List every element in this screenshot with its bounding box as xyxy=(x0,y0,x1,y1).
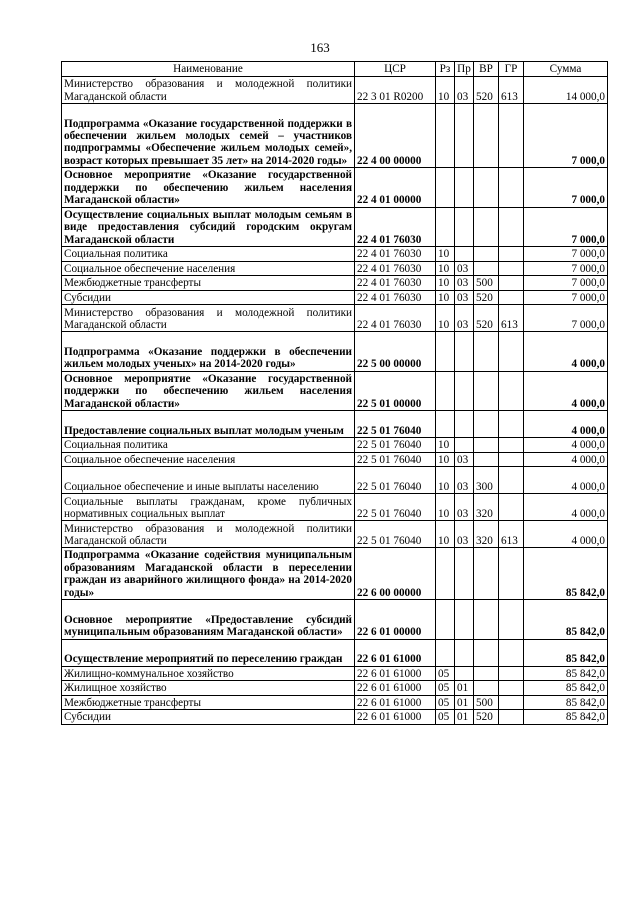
cell-pr xyxy=(455,411,474,438)
page-number: 163 xyxy=(310,40,330,55)
cell-csr: 22 5 01 76040 xyxy=(355,438,436,453)
cell-gr xyxy=(499,207,524,246)
cell-csr: 22 5 01 76040 xyxy=(355,452,436,467)
cell-pr: 01 xyxy=(455,695,474,710)
cell-name: Осуществление мероприятий по переселению граждан xyxy=(62,639,355,666)
cell-csr: 22 4 01 00000 xyxy=(355,168,436,207)
cell-sum: 4 000,0 xyxy=(524,452,608,467)
cell-pr: 03 xyxy=(455,494,474,521)
cell-name: Министерство образования и молодежной политики Магаданской области xyxy=(62,305,355,332)
cell-gr xyxy=(499,467,524,494)
cell-rz xyxy=(436,600,455,639)
cell-pr xyxy=(455,332,474,371)
cell-vr: 500 xyxy=(474,276,499,291)
budget-table xyxy=(61,61,608,725)
table-row xyxy=(62,261,608,276)
header-pr: Пр xyxy=(455,62,474,77)
header-csr: ЦСР xyxy=(355,62,436,77)
cell-rz: 10 xyxy=(436,438,455,453)
cell-vr xyxy=(474,261,499,276)
cell-gr xyxy=(499,548,524,600)
header-gr: ГР xyxy=(499,62,524,77)
cell-vr: 520 xyxy=(474,305,499,332)
cell-rz: 10 xyxy=(436,305,455,332)
cell-vr: 520 xyxy=(474,290,499,305)
cell-csr: 22 5 01 00000 xyxy=(355,371,436,410)
cell-pr: 03 xyxy=(455,290,474,305)
table-row xyxy=(62,548,608,600)
cell-csr: 22 4 01 76030 xyxy=(355,261,436,276)
cell-sum: 4 000,0 xyxy=(524,438,608,453)
cell-name: Подпрограмма «Оказание поддержки в обеспечении жильем молодых ученых» на 2014-2020 годы» xyxy=(62,332,355,371)
cell-sum: 4 000,0 xyxy=(524,371,608,410)
cell-gr xyxy=(499,695,524,710)
cell-gr xyxy=(499,261,524,276)
header-vr: ВР xyxy=(474,62,499,77)
cell-name: Предоставление социальных выплат молодым ученым xyxy=(62,411,355,438)
cell-sum: 85 842,0 xyxy=(524,710,608,725)
cell-gr xyxy=(499,290,524,305)
cell-vr: 300 xyxy=(474,467,499,494)
table-row xyxy=(62,168,608,207)
cell-rz xyxy=(436,371,455,410)
cell-rz: 05 xyxy=(436,681,455,696)
cell-name: Министерство образования и молодежной политики Магаданской области xyxy=(62,521,355,548)
cell-sum: 4 000,0 xyxy=(524,494,608,521)
table-row xyxy=(62,710,608,725)
cell-vr xyxy=(474,681,499,696)
cell-csr: 22 6 01 61000 xyxy=(355,666,436,681)
cell-pr xyxy=(455,168,474,207)
cell-rz: 10 xyxy=(436,276,455,291)
cell-pr xyxy=(455,371,474,410)
cell-sum: 85 842,0 xyxy=(524,681,608,696)
cell-csr: 22 5 01 76040 xyxy=(355,494,436,521)
cell-sum: 85 842,0 xyxy=(524,695,608,710)
cell-gr xyxy=(499,494,524,521)
cell-pr: 03 xyxy=(455,77,474,104)
cell-pr xyxy=(455,438,474,453)
cell-sum: 7 000,0 xyxy=(524,168,608,207)
cell-pr: 03 xyxy=(455,276,474,291)
cell-pr: 01 xyxy=(455,681,474,696)
cell-pr: 03 xyxy=(455,467,474,494)
cell-sum: 85 842,0 xyxy=(524,600,608,639)
cell-gr: 613 xyxy=(499,77,524,104)
cell-pr xyxy=(455,600,474,639)
cell-gr xyxy=(499,681,524,696)
cell-pr: 03 xyxy=(455,521,474,548)
cell-vr xyxy=(474,168,499,207)
table-row xyxy=(62,411,608,438)
cell-pr: 03 xyxy=(455,261,474,276)
cell-pr xyxy=(455,666,474,681)
table-row xyxy=(62,104,608,168)
cell-pr xyxy=(455,104,474,168)
cell-sum: 85 842,0 xyxy=(524,548,608,600)
cell-gr xyxy=(499,710,524,725)
cell-gr xyxy=(499,411,524,438)
cell-vr xyxy=(474,548,499,600)
table-row xyxy=(62,600,608,639)
cell-csr: 22 4 01 76030 xyxy=(355,246,436,261)
cell-gr xyxy=(499,438,524,453)
table-body xyxy=(62,77,608,725)
cell-vr xyxy=(474,246,499,261)
table-row xyxy=(62,246,608,261)
cell-vr xyxy=(474,207,499,246)
cell-sum: 4 000,0 xyxy=(524,467,608,494)
table-row xyxy=(62,521,608,548)
cell-gr xyxy=(499,246,524,261)
cell-rz: 05 xyxy=(436,710,455,725)
cell-sum: 7 000,0 xyxy=(524,246,608,261)
cell-pr: 01 xyxy=(455,710,474,725)
cell-name: Жилищное хозяйство xyxy=(62,681,355,696)
cell-pr xyxy=(455,548,474,600)
cell-vr xyxy=(474,639,499,666)
cell-gr xyxy=(499,332,524,371)
cell-name: Жилищно-коммунальное хозяйство xyxy=(62,666,355,681)
cell-csr: 22 6 01 61000 xyxy=(355,695,436,710)
cell-pr xyxy=(455,246,474,261)
cell-csr: 22 4 01 76030 xyxy=(355,305,436,332)
cell-vr xyxy=(474,104,499,168)
table-row xyxy=(62,467,608,494)
cell-name: Субсидии xyxy=(62,290,355,305)
cell-sum: 7 000,0 xyxy=(524,290,608,305)
cell-vr xyxy=(474,666,499,681)
cell-gr xyxy=(499,452,524,467)
cell-rz: 10 xyxy=(436,467,455,494)
cell-name: Министерство образования и молодежной политики Магаданской области xyxy=(62,77,355,104)
cell-vr: 520 xyxy=(474,710,499,725)
cell-gr xyxy=(499,600,524,639)
cell-csr: 22 4 00 00000 xyxy=(355,104,436,168)
table-row xyxy=(62,494,608,521)
table-row xyxy=(62,305,608,332)
cell-pr: 03 xyxy=(455,452,474,467)
cell-name: Основное мероприятие «Оказание государственной поддержки по обеспечению жильем населения Магаданской области» xyxy=(62,168,355,207)
cell-rz xyxy=(436,104,455,168)
cell-sum: 4 000,0 xyxy=(524,411,608,438)
cell-gr xyxy=(499,104,524,168)
cell-name: Социальное обеспечение населения xyxy=(62,261,355,276)
cell-sum: 7 000,0 xyxy=(524,207,608,246)
cell-vr: 320 xyxy=(474,521,499,548)
cell-csr: 22 4 01 76030 xyxy=(355,207,436,246)
cell-sum: 14 000,0 xyxy=(524,77,608,104)
cell-rz: 10 xyxy=(436,77,455,104)
cell-sum: 4 000,0 xyxy=(524,521,608,548)
cell-csr: 22 5 01 76040 xyxy=(355,467,436,494)
cell-rz: 10 xyxy=(436,452,455,467)
cell-vr: 320 xyxy=(474,494,499,521)
cell-vr: 520 xyxy=(474,77,499,104)
cell-rz: 05 xyxy=(436,666,455,681)
cell-gr: 613 xyxy=(499,305,524,332)
cell-name: Социальные выплаты гражданам, кроме публичных нормативных социальных выплат xyxy=(62,494,355,521)
cell-csr: 22 6 01 61000 xyxy=(355,681,436,696)
header-sum: Сумма xyxy=(524,62,608,77)
table-row xyxy=(62,639,608,666)
cell-name: Подпрограмма «Оказание содействия муниципальным образованиям Магаданской области в переселении граждан из аварийного жилищного фонда» на 2014-2020 годы» xyxy=(62,548,355,600)
table-row xyxy=(62,681,608,696)
cell-vr xyxy=(474,332,499,371)
cell-csr: 22 5 01 76040 xyxy=(355,411,436,438)
table-row xyxy=(62,666,608,681)
cell-rz: 10 xyxy=(436,521,455,548)
cell-rz xyxy=(436,207,455,246)
cell-vr xyxy=(474,438,499,453)
cell-sum: 7 000,0 xyxy=(524,104,608,168)
cell-vr: 500 xyxy=(474,695,499,710)
cell-rz xyxy=(436,411,455,438)
cell-csr: 22 6 01 61000 xyxy=(355,710,436,725)
cell-csr: 22 4 01 76030 xyxy=(355,276,436,291)
cell-rz xyxy=(436,332,455,371)
cell-name: Основное мероприятие «Предоставление субсидий муниципальным образованиям Магаданской области» xyxy=(62,600,355,639)
table-row xyxy=(62,452,608,467)
cell-sum: 85 842,0 xyxy=(524,666,608,681)
cell-csr: 22 6 00 00000 xyxy=(355,548,436,600)
table-row xyxy=(62,371,608,410)
cell-rz xyxy=(436,548,455,600)
cell-rz xyxy=(436,168,455,207)
table-row xyxy=(62,77,608,104)
cell-name: Социальное обеспечение и иные выплаты населению xyxy=(62,467,355,494)
cell-gr xyxy=(499,276,524,291)
cell-sum: 7 000,0 xyxy=(524,261,608,276)
table-row xyxy=(62,695,608,710)
cell-vr xyxy=(474,411,499,438)
cell-gr xyxy=(499,639,524,666)
cell-name: Основное мероприятие «Оказание государственной поддержки по обеспечению жильем населения Магаданской области» xyxy=(62,371,355,410)
cell-csr: 22 4 01 76030 xyxy=(355,290,436,305)
cell-csr: 22 5 01 76040 xyxy=(355,521,436,548)
table-row xyxy=(62,276,608,291)
header-name: Наименование xyxy=(62,62,355,77)
cell-rz xyxy=(436,639,455,666)
cell-csr: 22 6 01 61000 xyxy=(355,639,436,666)
cell-pr xyxy=(455,639,474,666)
cell-gr xyxy=(499,666,524,681)
cell-vr xyxy=(474,452,499,467)
cell-name: Подпрограмма «Оказание государственной поддержки в обеспечении жильем молодых семей – участников подпрограммы «Обеспечение жильем молодых семей», возраст которых превышает 35 лет» на 2014-2020 годы» xyxy=(62,104,355,168)
table-row xyxy=(62,207,608,246)
cell-rz: 10 xyxy=(436,261,455,276)
cell-pr xyxy=(455,207,474,246)
cell-rz: 05 xyxy=(436,695,455,710)
cell-rz: 10 xyxy=(436,290,455,305)
cell-gr xyxy=(499,168,524,207)
cell-vr xyxy=(474,600,499,639)
cell-name: Социальная политика xyxy=(62,438,355,453)
cell-csr: 22 5 00 00000 xyxy=(355,332,436,371)
cell-sum: 85 842,0 xyxy=(524,639,608,666)
cell-rz: 10 xyxy=(436,246,455,261)
cell-gr xyxy=(499,371,524,410)
header-rz: Рз xyxy=(436,62,455,77)
cell-pr: 03 xyxy=(455,305,474,332)
cell-vr xyxy=(474,371,499,410)
cell-name: Межбюджетные трансферты xyxy=(62,276,355,291)
cell-name: Социальная политика xyxy=(62,246,355,261)
table-row xyxy=(62,290,608,305)
cell-sum: 4 000,0 xyxy=(524,332,608,371)
table-header-row xyxy=(62,62,608,77)
cell-name: Социальное обеспечение населения xyxy=(62,452,355,467)
cell-name: Осуществление социальных выплат молодым семьям в виде предоставления субсидий городским округам Магаданской области xyxy=(62,207,355,246)
cell-rz: 10 xyxy=(436,494,455,521)
cell-csr: 22 6 01 00000 xyxy=(355,600,436,639)
cell-name: Межбюджетные трансферты xyxy=(62,695,355,710)
table-row xyxy=(62,332,608,371)
cell-csr: 22 3 01 R0200 xyxy=(355,77,436,104)
cell-sum: 7 000,0 xyxy=(524,305,608,332)
cell-sum: 7 000,0 xyxy=(524,276,608,291)
cell-name: Субсидии xyxy=(62,710,355,725)
table-row xyxy=(62,438,608,453)
cell-gr: 613 xyxy=(499,521,524,548)
